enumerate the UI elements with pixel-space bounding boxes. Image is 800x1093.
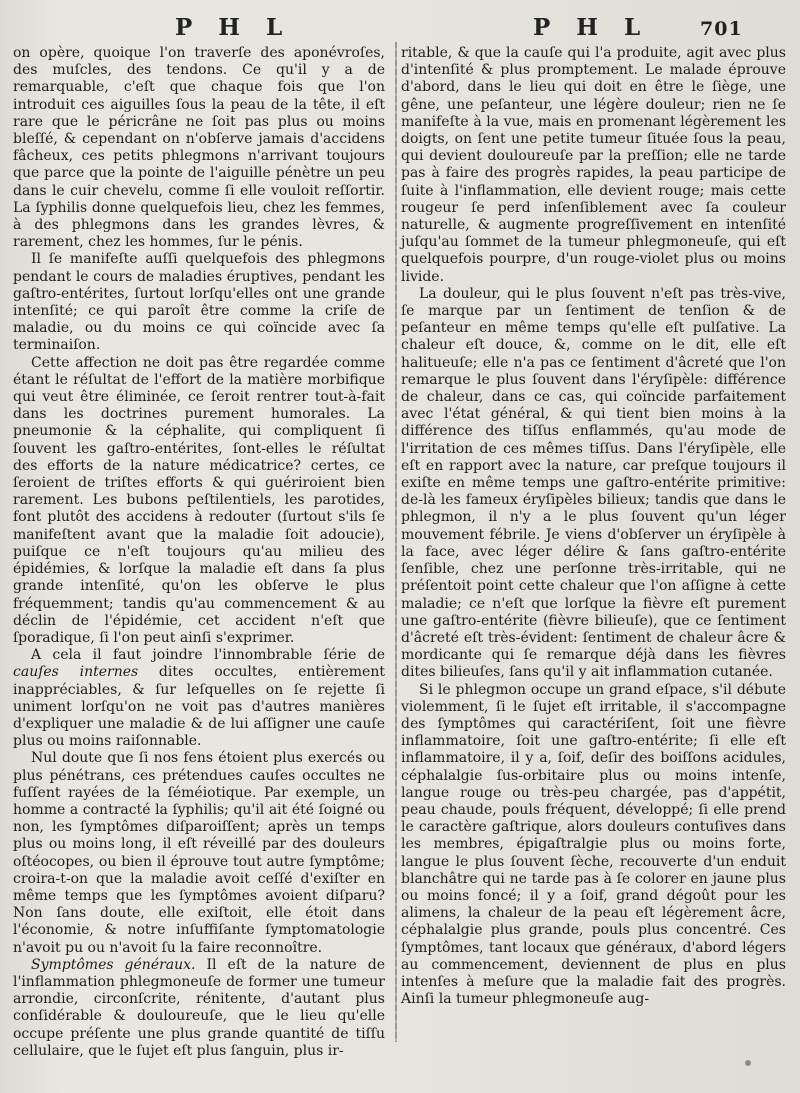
right-running-head: P H L	[533, 14, 650, 41]
left-column	[13, 45, 385, 1060]
left-paragraph-1: on opère, quoique l'on traverſe des aponévroſes, des muſcles, des tendons. Ce qu'il y a de remarquable, c'eſt que chaque fois que l'on introduit ces aiguilles ſous la peau de la tête, il eſt rare que le péricrâne ne ſoit pas plus ou moins bleſſé, & cependant on n'obſerve jamais d'accidens fâcheux, ces petits phlegmons n'arrivant toujours que parce que la pointe de l'aiguille pénètre un peu dans le cuir chevelu, comme ſi elle vouloit reſſortir. La ſyphilis donne quelquefois lieu, chez les femmes, à des phlegmons dans les grandes lèvres, & rarement, chez les hommes, ſur le pénis.	[13, 45, 385, 251]
page-number: 701	[700, 18, 743, 40]
ink-spot	[745, 1060, 751, 1066]
paragraph-4-italic: cauſes internes	[13, 664, 139, 681]
left-paragraph-4	[13, 647, 385, 750]
section-heading-symptomes: Symptômes généraux.	[31, 956, 196, 973]
left-running-head: P H L	[175, 14, 292, 41]
running-header	[0, 14, 800, 44]
left-paragraph-5: Nul doute que ſi nos fens étoient plus exercés ou plus pénétrans, ces prétendues cauſes occultes ne fuſſent rayées de la ſéméiotique. Par exemple, un homme a contracté la ſyphilis; qu'il ait été ſoigné ou non, les ſymptômes diſparoiſſent; après un temps plus ou moins long, il eſt réveillé par des douleurs oſtéocopes, ou bien il éprouve tout autre ſymptôme; croira-t-on que la maladie avoit ceſſé d'exiſter en même temps que les ſymptômes avoient diſparu? Non ſans doute, elle exiſtoit, elle étoit dans l'économie, & notre inſuffiſante ſymptomatologie n'avoit pu ou n'avoit ſu la faire reconnoître.	[13, 750, 385, 956]
paragraph-6-text: Il eſt de la nature de l'inflammation phlegmoneuſe de former une tumeur arrondie, circonſcrite, rénitente, d'autant plus conſidérable & douloureuſe, que le lieu qu'elle occupe préſente une plus grande quantité de tiſſu cellulaire, que le ſujet eſt plus ſanguin, plus ir-	[13, 956, 386, 1059]
right-paragraph-3: Si le phlegmon occupe un grand eſpace, s'il débute violemment, ſi le ſujet eſt irritable, il s'accompagne des ſymptômes qui caractériſent, ſoit une fièvre inflammatoire, ſoit une gaſtro-entérite; ſi elle eſt inflammatoire, il y a, ſoif, deſir des boiſſons acidules, céphalalgie ſus-orbitaire plus ou moins intenſe, langue rouge ou très-peu chargée, pas d'appétit, peau chaude, pouls fréquent, développé; ſi elle prend le caractère gaſtrique, alors douleurs contuſives dans les membres, épigaſtralgie plus ou moins forte, langue le plus ſouvent ſèche, recouverte d'un enduit blanchâtre qui ne tarde pas à ſe colorer en jaune plus ou moins foncé; il y a ſoif, grand dégoût pour les alimens, la chaleur de la peau eſt légèrement âcre, céphalalgie plus grande, pouls plus concentré. Ces ſymptômes, tant locaux que généraux, d'abord légers au commencement, deviennent de plus en plus intenſes à meſure que la maladie fait des progrès. Ainſi la tumeur phlegmoneuſe aug-	[401, 681, 786, 1008]
column-divider	[395, 42, 397, 1042]
left-paragraph-6	[13, 957, 385, 1060]
left-paragraph-3: Cette affection ne doit pas être regardée comme étant le réſultat de l'effort de la matière morbifique qui veut être éliminée, ce ſeroit rentrer tout-à-fait dans les doctrines purement humorales. La pneumonie & la céphalite, qui compliquent ſi ſouvent les gaſtro-entérites, ſont-elles le réſultat des efforts de la nature médicatrice? certes, ce ſeroient de triſtes efforts & qui guériroient bien rarement. Les bubons peſtilentiels, les parotides, font plutôt des accidens à redouter (ſurtout s'ils ſe manifeſtent avant que la maladie ſoit adoucie), puiſque ce n'eſt toujours qu'au milieu des épidémies, & lorſque la maladie eſt dans ſa plus grande intenſité, qu'on les obſerve le plus fréquemment; tandis qu'au commencement & au déclin de l'épidémie, cet accident n'eſt que ſporadique, ſi l'on peut ainſi s'exprimer.	[13, 354, 385, 646]
right-paragraph-1: ritable, & que la cauſe qui l'a produite, agit avec plus d'intenſité & plus promptement. Le malade éprouve d'abord, dans le lieu qui doit en être le ſiège, une gêne, une peſanteur, une légère douleur; rien ne ſe manifeſte à la vue, mais en promenant légèrement les doigts, on ſent une petite tumeur ſituée ſous la peau, qui devient douloureuſe par la preſſion; elle ne tarde pas à faire des progrès rapides, la peau participe de ſuite à l'inflammation, elle devient rouge; mais cette rougeur ſe perd inſenſiblement avec ſa couleur naturelle, & augmente progreſſivement en intenſité juſqu'au ſommet de la tumeur phlegmoneuſe, qui eſt quelquefois pourpre, d'un rouge-violet plus ou moins livide.	[401, 45, 786, 285]
paragraph-4-text-b: dites occultes, entièrement inappréciables, & ſur leſquelles on ſe rejette ſi uniment lorſqu'on ne voit pas d'autres manières d'expliquer une maladie & de lui aſſigner une cauſe plus ou moins raiſonnable.	[13, 664, 385, 750]
left-paragraph-2: Il ſe manifeſte auſſi quelquefois des phlegmons pendant le cours de maladies éruptives, pendant les gaſtro-entérites, ſurtout lorſqu'elles ont une grande intenſité; ce qui paroît être comme la criſe de maladie, ou du moins ce qui coïncide avec ſa terminaiſon.	[13, 251, 385, 354]
paragraph-4-text-a: A cela il faut joindre l'innombrable ſérie de	[31, 647, 385, 664]
right-column	[401, 45, 786, 1008]
right-paragraph-2: La douleur, qui le plus ſouvent n'eſt pas très-vive, ſe marque par un ſentiment de tenſion & de peſanteur en même temps qu'elle eſt pulſative. La chaleur eſt douce, &, comme on le dit, elle eſt halitueuſe; elle n'a pas ce ſentiment d'âcreté que l'on remarque le plus ſouvent dans l'éryſipèle: différence de chaleur, dans ce cas, qui coïncide parfaitement avec l'état général, & qui tient bien moins à la différence des tiſſus enflammés, qu'au mode de l'irritation de ces mêmes tiſſus. Dans l'éryſipèle, elle eſt en rapport avec la nature, car preſque toujours il exiſte en même temps une gaſtro-entérite primitive: de-là les fameux éryſipèles bilieux; tandis que dans le phlegmon, il n'y a le plus ſouvent qu'un léger mouvement fébrile. Je viens d'obſerver un éryſipèle à la face, avec léger délire & ſans gaſtro-entérite ſenſible, chez une perſonne très-irritable, qui ne préſentoit point cette chaleur que l'on aſſigne à cette maladie; ce n'eſt que lorſque la fièvre eſt purement une gaſtro-entérite (fièvre bilieuſe), que ce ſentiment d'âcreté eſt très-évident: ſentiment de chaleur âcre & mordicante qui ſe remarque déjà dans les fièvres dites bilieuſes, ſans qu'il y ait inflammation cutanée.	[401, 285, 786, 681]
